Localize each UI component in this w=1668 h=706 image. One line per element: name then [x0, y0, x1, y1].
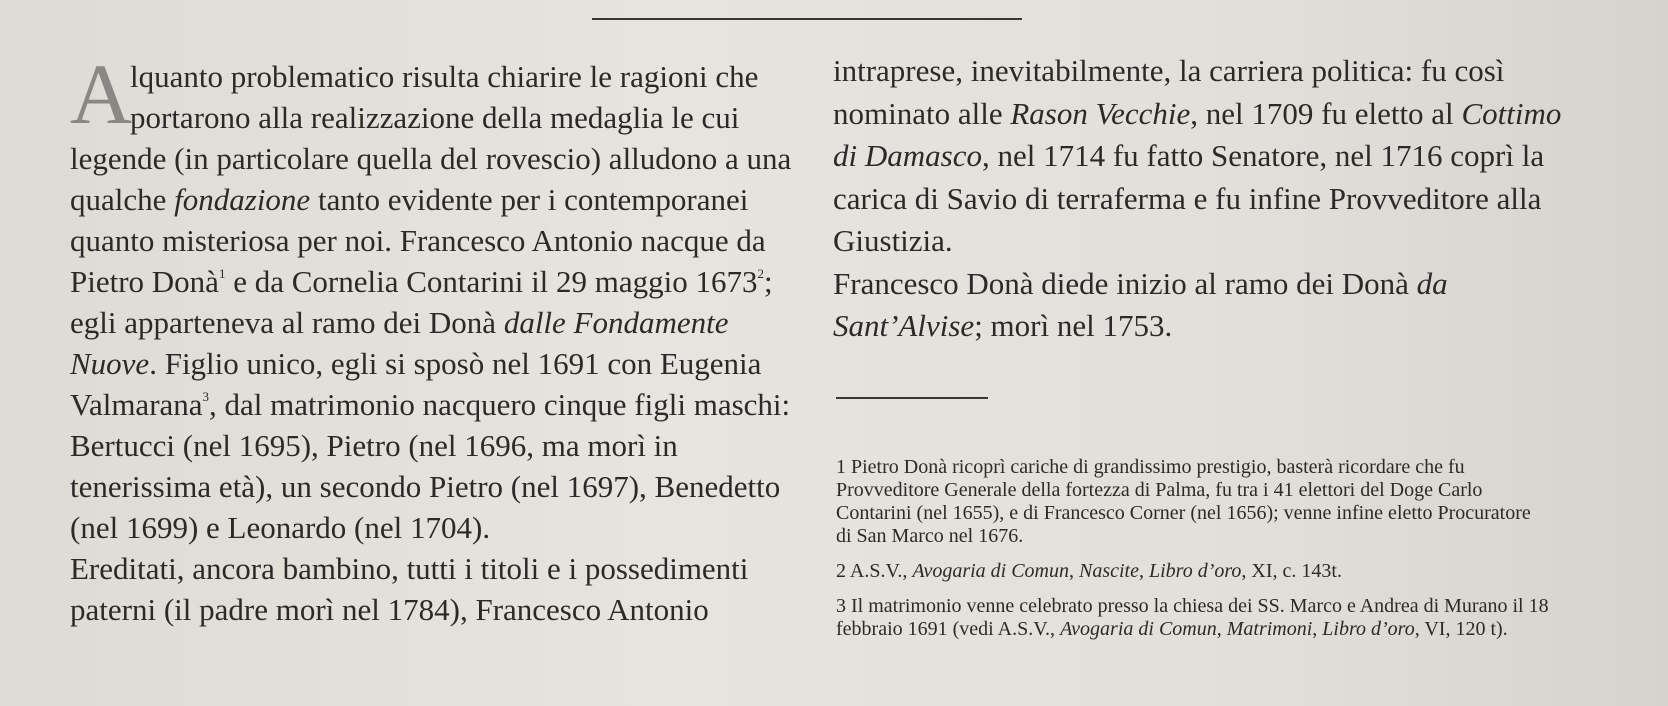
footnote-line	[836, 560, 1616, 583]
text-span: qualche	[70, 182, 175, 217]
text-line: Bertucci (nel 1695), Pietro (nel 1696, ma morì in	[70, 428, 678, 463]
text-line: paterni (il padre morì nel 1784), Francesco Antonio	[70, 592, 709, 627]
italic-term: Cottimo	[1461, 95, 1562, 131]
footnote-line	[836, 618, 1616, 641]
text-line	[833, 135, 1603, 178]
italic-term: Sant’Alvise	[833, 308, 975, 343]
text-line: intraprese, inevitabilmente, la carriera politica: fu così	[833, 53, 1505, 88]
text-line: Ereditati, ancora bambino, tutti i titoli e i possedimenti	[70, 551, 749, 586]
text-line: tenerissima età), un secondo Pietro (nel 1697), Benedetto	[70, 469, 781, 504]
footnote-ref-2[interactable]: 2	[757, 266, 765, 281]
text-line	[70, 261, 773, 302]
italic-term: Libro d’oro	[1322, 618, 1415, 640]
italic-term: fondazione	[174, 182, 311, 217]
italic-term: Nascite	[1079, 560, 1139, 582]
text-line	[833, 263, 1603, 306]
left-column	[70, 46, 792, 630]
text-line	[833, 305, 1603, 348]
text-span: , nel 1709 fu eletto al	[1190, 95, 1462, 131]
text-line: portarono alla realizzazione della medaglia le cui	[130, 100, 740, 135]
text-span: . Figlio unico, egli si sposò nel 1691 con Eugenia	[149, 346, 762, 381]
drop-cap: A	[70, 46, 133, 142]
italic-term: Avogaria di Comun	[912, 560, 1069, 582]
text-line: quanto misteriosa per noi. Francesco Antonio nacque da	[70, 223, 766, 258]
text-span: , nel 1714 fu fatto Senatore, nel 1716 coprì la	[981, 138, 1545, 173]
text-span: 2 A.S.V.,	[836, 560, 913, 582]
footnote-line: 1 Pietro Donà ricoprì cariche di grandissimo prestigio, basterà ricordare che fu	[836, 456, 1465, 478]
text-line: legende (in particolare quella del rovescio) alludono a una	[70, 141, 792, 176]
text-line	[70, 384, 791, 425]
italic-term: Avogaria di Comun	[1060, 618, 1217, 640]
text-span: ,	[1069, 560, 1079, 582]
italic-term: Nuove	[70, 346, 150, 381]
italic-term: Rason Vecchie	[1010, 95, 1191, 131]
italic-term: di Damasco	[833, 138, 982, 173]
text-span: , XI, c. 143t.	[1241, 560, 1342, 582]
footnote-line: di San Marco nel 1676.	[836, 525, 1024, 547]
text-span: egli apparteneva al ramo dei Donà	[70, 305, 504, 340]
text-span: ;	[764, 264, 773, 299]
text-line	[833, 93, 1603, 136]
italic-term: Libro d’oro	[1149, 560, 1242, 582]
text-span: e da Cornelia Contarini il 29 maggio 1673	[225, 264, 758, 299]
text-line	[70, 302, 770, 343]
text-span: Pietro Donà	[70, 264, 219, 299]
text-span: ; morì nel 1753.	[974, 308, 1173, 343]
text-span: Francesco Donà diede inizio al ramo dei Donà	[833, 265, 1417, 301]
top-rule	[592, 18, 1022, 20]
footnote-ref-1[interactable]: 1	[218, 266, 226, 281]
text-span: febbraio 1691 (vedi A.S.V.,	[836, 618, 1061, 640]
text-span: tanto evidente per i contemporanei	[310, 182, 749, 217]
text-line	[70, 343, 770, 384]
text-span: , VI, 120 t).	[1414, 618, 1508, 640]
footnote-line: Contarini (nel 1655), e di Francesco Corner (nel 1656); venne infine eletto Procuratore	[836, 502, 1531, 524]
footnote-line: 3 Il matrimonio venne celebrato presso la chiesa dei SS. Marco e Andrea di Murano il 18	[836, 595, 1549, 617]
footnote-separator	[836, 397, 988, 399]
text-span: Valmarana	[70, 387, 203, 422]
footnote-ref-3[interactable]: 3	[202, 389, 210, 404]
text-line: (nel 1699) e Leonardo (nel 1704).	[70, 510, 491, 545]
text-line: Giustizia.	[833, 223, 953, 258]
footnotes	[836, 456, 1616, 653]
text-span: ,	[1216, 618, 1227, 640]
text-span: nominato alle	[833, 95, 1011, 131]
footnote-2	[836, 560, 1616, 583]
text-line: carica di Savio di terraferma e fu infine Provveditore alla	[833, 180, 1542, 216]
text-line	[70, 179, 770, 220]
text-span: ,	[1139, 560, 1149, 582]
footnote-1	[836, 456, 1616, 548]
italic-term: Matrimoni	[1226, 618, 1313, 640]
footnote-3	[836, 595, 1616, 641]
italic-term: dalle Fondamente	[503, 305, 729, 340]
footnote-line: Provveditore Generale della fortezza di Palma, fu tra i 41 elettori del Doge Carlo	[836, 479, 1483, 501]
text-line: lquanto problematico risulta chiarire le ragioni che	[130, 59, 759, 94]
text-span: , dal matrimonio nacquero cinque figli maschi:	[209, 387, 791, 422]
text-span: ,	[1312, 618, 1323, 640]
italic-term: da	[1416, 265, 1448, 301]
right-column	[833, 50, 1603, 348]
